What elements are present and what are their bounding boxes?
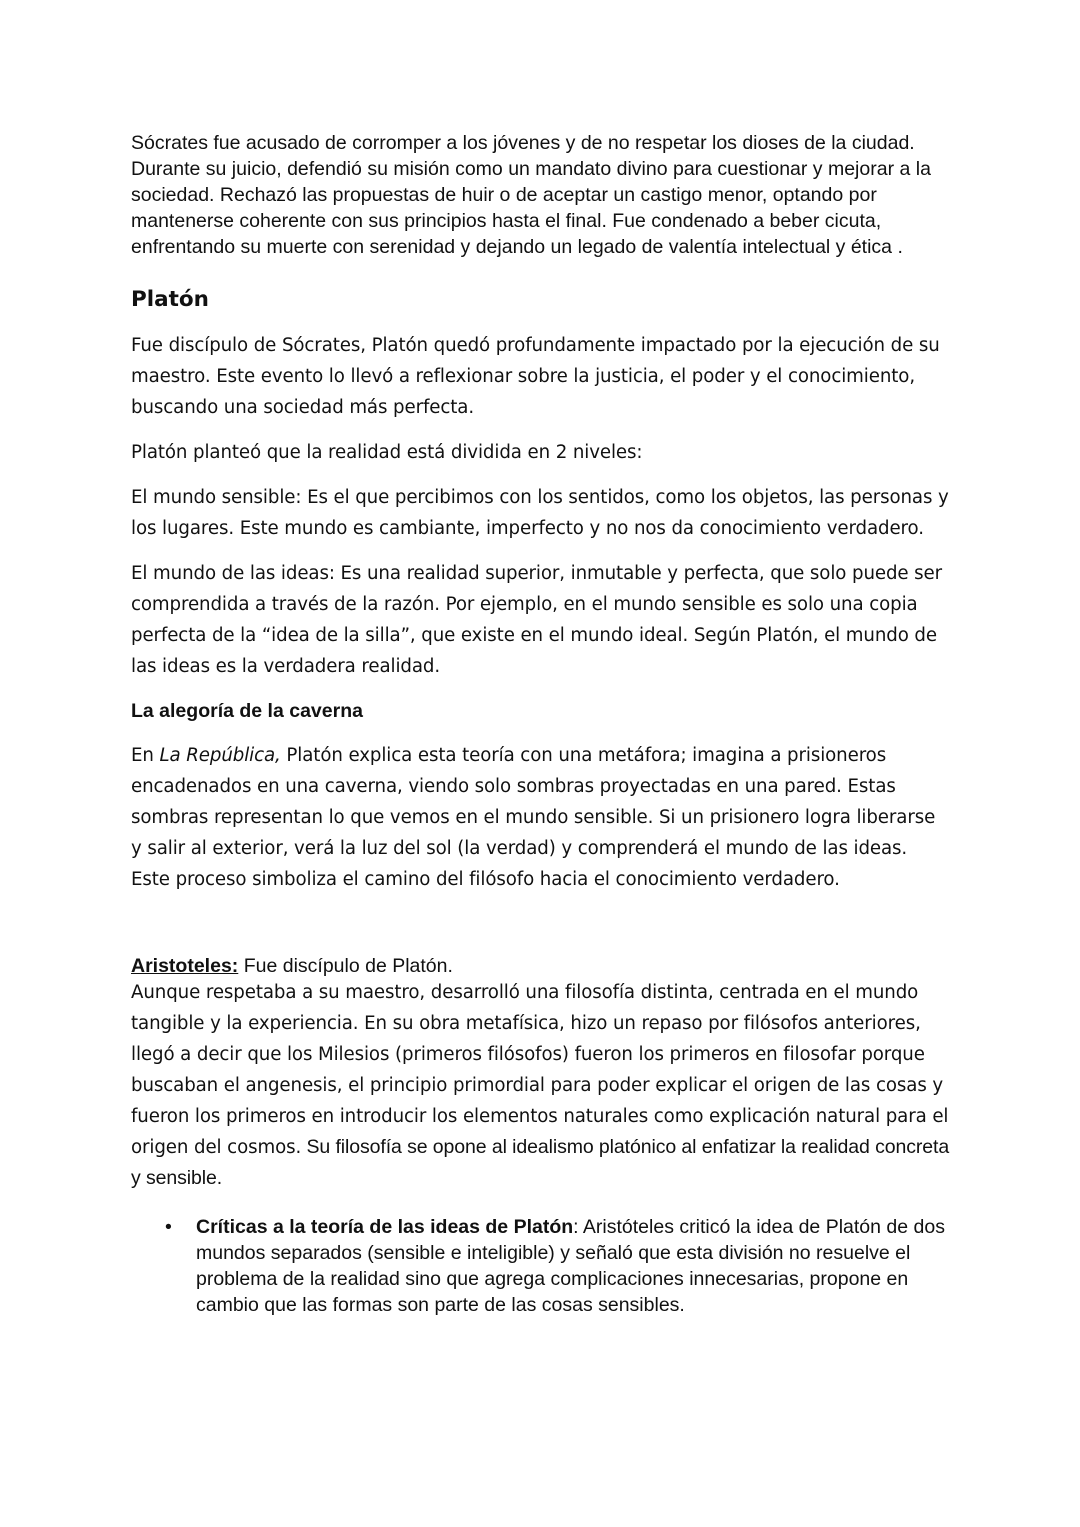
republica-book-title: La República, bbox=[159, 745, 281, 766]
document-page bbox=[131, 130, 951, 1318]
aristoteles-bullet-list bbox=[131, 1214, 951, 1318]
platon-heading: Platón bbox=[131, 287, 209, 312]
platon-intro-paragraph: Fue discípulo de Sócrates, Platón quedó profundamente impactado por la ejecución de su maestro. Este evento lo llevó a reflexionar sobre la justicia, el poder y el conocimiento, buscando una sociedad más perfecta. bbox=[131, 335, 940, 418]
aristoteles-intro-line bbox=[131, 953, 951, 979]
aristoteles-paragraph bbox=[131, 977, 951, 1194]
aristoteles-paragraph-main: Aunque respetaba a su maestro, desarrolló una filosofía distinta, centrada en el mundo tangible y la experiencia. En su obra metafísica, hizo un repaso por filósofos anteriores, llegó a decir que los Milesios (primeros filósofos) fueron los primeros en filosofar porque buscaban el angenesis, el principio primordial para poder explicar el origen de las cosas y fueron los primeros en introducir los elementos naturales como explicación natural para el origen del cosmos. bbox=[131, 982, 949, 1158]
criticas-bold-label: Críticas a la teoría de las ideas de Platón bbox=[196, 1216, 574, 1238]
aristoteles-paragraph-tail: Su filosofía se opone al idealismo platónico al enfatizar la realidad concreta y sensible. bbox=[131, 1136, 950, 1189]
mundo-sensible-paragraph: El mundo sensible: Es el que percibimos con los sentidos, como los objetos, las personas y los lugares. Este mundo es cambiante, imperfecto y no nos da conocimiento verdadero. bbox=[131, 487, 949, 539]
platon-levels-intro: Platón planteó que la realidad está dividida en 2 niveles: bbox=[131, 442, 643, 463]
criticas-text: : Aristóteles criticó la idea de Platón de dos mundos separados (sensible e inteligible) y señaló que esta división no resuelve el problema de la realidad sino que agrega complicaciones innecesarias, propone en cambio que las formas son parte de las cosas sensibles. bbox=[196, 1216, 945, 1316]
list-item bbox=[131, 1214, 951, 1318]
caverna-text: Platón explica esta teoría con una metáfora; imagina a prisioneros encadenados en una caverna, viendo solo sombras proyectadas en una pared. Estas sombras representan lo que vemos en el mundo sensible. Si un prisionero logra liberarse y salir al exterior, verá la luz del sol (la verdad) y comprenderá el mundo de las ideas. Este proceso simboliza el camino del filósofo hacia el conocimiento verdadero. bbox=[131, 745, 936, 890]
aristoteles-label-rest: Fue discípulo de Platón. bbox=[238, 955, 453, 977]
caverna-heading: La alegoría de la caverna bbox=[131, 700, 363, 722]
socrates-paragraph: Sócrates fue acusado de corromper a los jóvenes y de no respetar los dioses de la ciudad. Durante su juicio, defendió su misión como un mandato divino para cuestionar y mejorar a la sociedad. Rechazó las propuestas de huir o de aceptar un castigo menor, optando por mantenerse coherente con sus principios hasta el final. Fue condenado a beber cicuta, enfrentando su muerte con serenidad y dejando un legado de valentía intelectual y ética . bbox=[131, 132, 931, 258]
caverna-prefix: En bbox=[131, 745, 160, 766]
caverna-paragraph bbox=[131, 740, 951, 895]
mundo-ideas-paragraph: El mundo de las ideas: Es una realidad superior, inmutable y perfecta, que solo puede ser comprendida a través de la razón. Por ejemplo, en el mundo sensible es solo una copia perfecta de la “idea de la silla”, que existe en el mundo ideal. Según Platón, el mundo de las ideas es la verdadera realidad. bbox=[131, 563, 943, 677]
aristoteles-label: Aristoteles: bbox=[131, 955, 239, 977]
bullet-icon: • bbox=[165, 1216, 172, 1238]
